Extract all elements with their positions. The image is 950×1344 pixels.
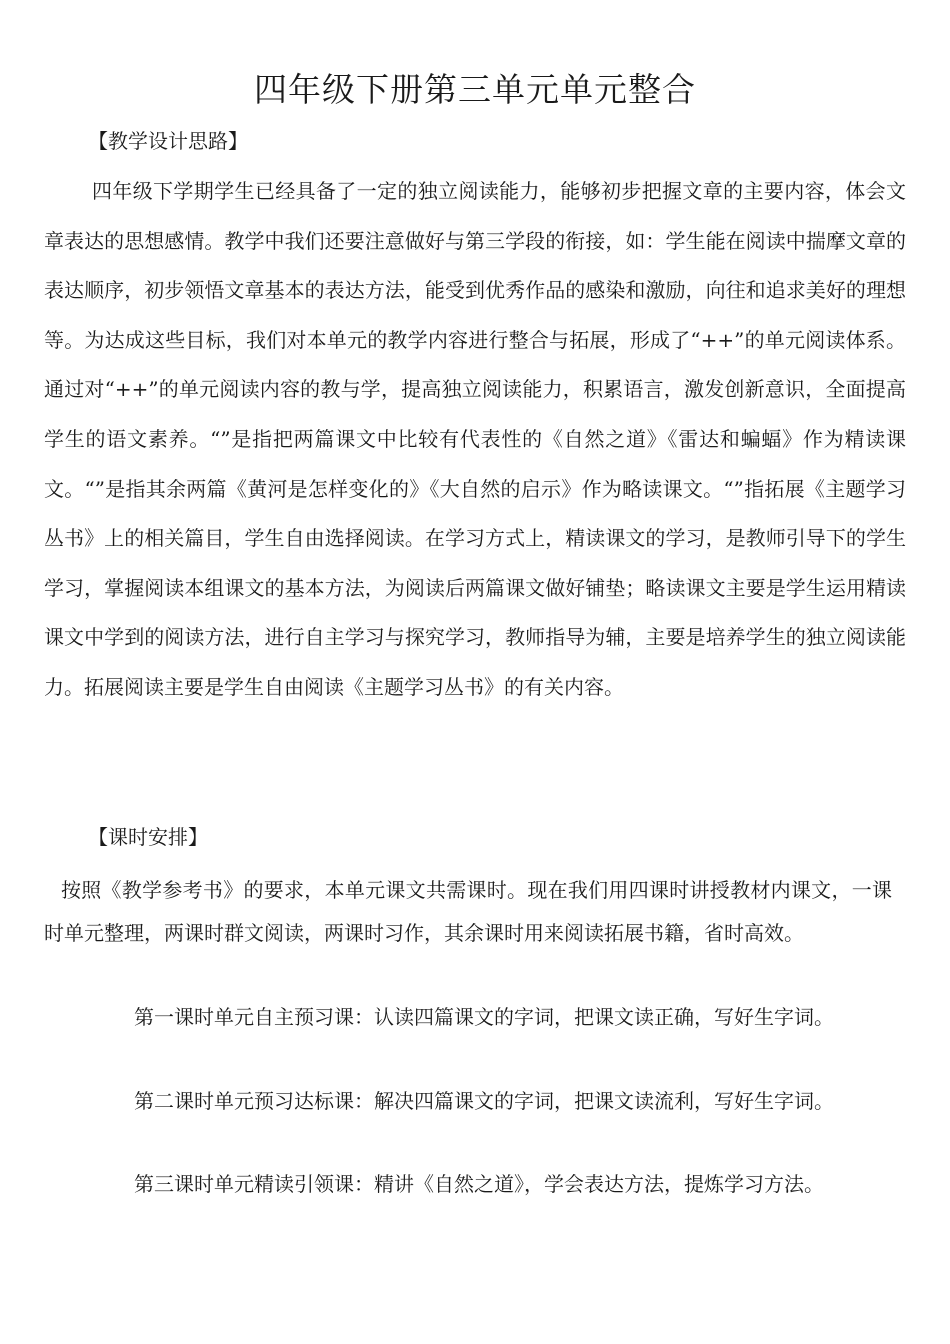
section-heading-schedule: 【课时安排】 <box>88 825 208 849</box>
schedule-paragraph: 按照《教学参考书》的要求，本单元课文共需课时。现在我们用四课时讲授教材内课文，一课时单元整理，两课时群文阅读，两课时习作，其余课时用来阅读拓展书籍，省时高效。 <box>44 878 892 945</box>
lesson-item-2: 第二课时单元预习达标课：解决四篇课文的字词，把课文读流利，写好生字词。 <box>134 1089 834 1113</box>
lesson-item-1: 第一课时单元自主预习课：认读四篇课文的字词，把课文读正确，写好生字词。 <box>134 1005 834 1029</box>
lesson-item-3: 第三课时单元精读引领课：精讲《自然之道》，学会表达方法，提炼学习方法。 <box>134 1172 824 1196</box>
section-heading-design: 【教学设计思路】 <box>88 129 248 153</box>
design-paragraph: 四年级下学期学生已经具备了一定的独立阅读能力，能够初步把握文章的主要内容，体会文章表达的思想感情。教学中我们还要注意做好与第三学段的衔接，如：学生能在阅读中揣摩文章的表达顺序，初步领悟文章基本的表达方法，能受到优秀作品的感染和激励，向往和追求美好的理想等。为达成这些目标，我们对本单元的教学内容进行整合与拓展，形成了“++”的单元阅读体系。通过对“++”的单元阅读内容的教与学，提高独立阅读能力，积累语言，激发创新意识，全面提高学生的语文素养。“”是指把两篇课文中比较有代表性的《自然之道》《雷达和蝙蝠》作为精读课文。“”是指其余两篇《黄河是怎样变化的》《大自然的启示》作为略读课文。“”指拓展《主题学习丛书》上的相关篇目，学生自由选择阅读。在学习方式上，精读课文的学习，是教师引导下的学生学习，掌握阅读本组课文的基本方法，为阅读后两篇课文做好铺垫；略读课文主要是学生运用精读课文中学到的阅读方法，进行自主学习与探究学习，教师指导为辅，主要是培养学生的独立阅读能力。拓展阅读主要是学生自由阅读《主题学习丛书》的有关内容。 <box>44 179 906 699</box>
document-title: 四年级下册第三单元单元整合 <box>254 70 696 109</box>
